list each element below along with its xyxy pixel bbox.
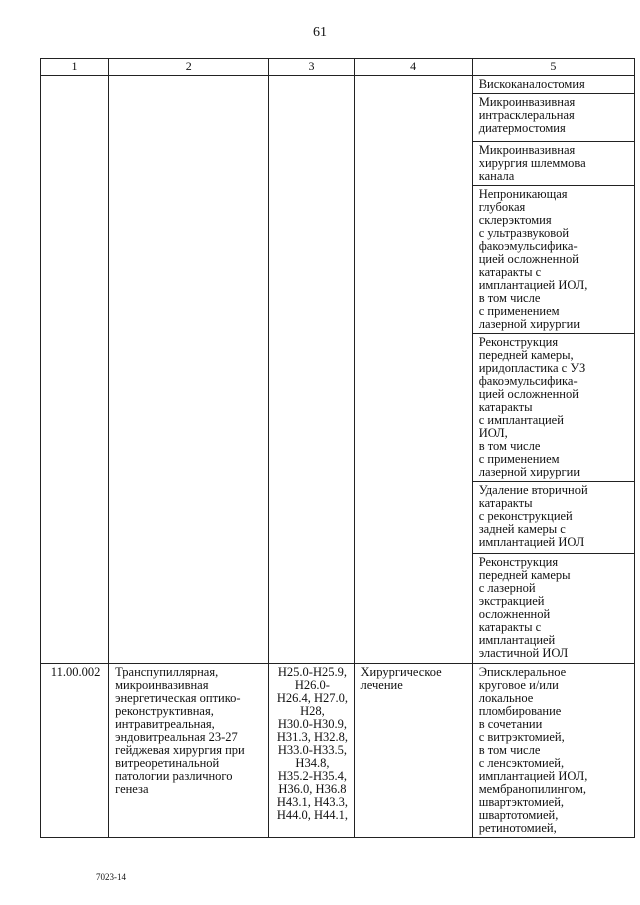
text-line: H36.0, H36.8 [278,782,347,796]
method-cell [472,482,634,554]
method-entry-5 [473,482,634,551]
text-line: эластичной ИОЛ [478,646,569,660]
text-line: ИОЛ, [478,426,508,440]
method-cell [472,186,634,334]
text-line: в том числе [478,439,541,453]
text-line: реконструктивная, [115,704,214,718]
text-line: факоэмульсифика- [478,239,578,253]
text-line: в том числе [478,743,541,757]
treatment-type [355,664,472,694]
text-line: с реконструкцией [478,509,573,523]
text-line: с применением [478,304,560,318]
text-line: осложненной [478,607,551,621]
text-line: гейджевая хирургия при [115,743,245,757]
text-line: Вискоканалостомия [478,77,585,91]
text-line: с лазерной [478,581,536,595]
text-line: H35.2-H35.4, [277,769,347,783]
text-line: Хирургическое [360,665,442,679]
text-line: с имплантацией [478,413,564,427]
service-description-cell [109,664,269,838]
text-line: H44.0, H44.1, [276,808,349,822]
text-line: круговое и/или [478,678,559,692]
text-line: Микроинвазивная [478,143,576,157]
text-line: Транспупиллярная, [115,665,219,679]
treatment-method [473,664,634,837]
treatment-method-cell [472,664,634,838]
header-col-3: 3 [269,59,354,76]
text-line: экстракцией [478,594,545,608]
text-line: хирургия шлеммова [478,156,586,170]
method-entry-6 [473,554,634,662]
text-line: эндовитреальная 23-27 [115,730,238,744]
service-description [109,664,268,798]
text-line: катаракты с [478,620,542,634]
text-line: мембранопилингом, [478,782,587,796]
text-line: передней камеры, [478,348,574,362]
method-cell [472,142,634,186]
text-line: H33.0-H33.5, [277,743,347,757]
document-code: 7023-14 [96,872,126,882]
text-line: генеза [115,782,149,796]
method-entry-1 [473,94,634,137]
header-col-2: 2 [109,59,269,76]
method-entry-4 [473,334,634,481]
text-line: передней камеры [478,568,571,582]
text-line: лазерной хирургии [478,465,581,479]
text-line: в сочетании [478,717,543,731]
text-line: интрасклеральная [478,108,575,122]
text-line: с ленсэктомией, [478,756,565,770]
empty-treatment-cell [354,76,472,664]
text-line: иридопластика с УЗ [478,361,586,375]
text-line: катаракты [478,496,533,510]
text-line: H26.4, H27.0, [276,691,349,705]
method-cell [472,76,634,94]
text-line: H28, [300,704,325,718]
empty-code-cell [41,76,109,664]
text-line: с витрэктомией, [478,730,565,744]
icd-codes [269,664,353,824]
text-line: H34.8, [295,756,330,770]
text-line: глубокая [478,200,526,214]
text-line: Реконструкция [478,555,559,569]
method-entry-2 [473,142,634,185]
text-line: патологии различного [115,769,233,783]
text-line: H43.1, H43.3, [276,795,349,809]
page-number: 61 [313,25,327,40]
text-line: имплантацией [478,633,556,647]
text-line: H25.0-H25.9, [277,665,347,679]
text-line: диатермостомия [478,121,566,135]
text-line: Удаление вторичной [478,483,588,497]
text-line: задней камеры с [478,522,566,536]
header-col-5: 5 [472,59,634,76]
table-row [41,76,635,94]
treatment-table [40,58,635,838]
text-line: лечение [360,678,403,692]
text-line: склерэктомия [478,213,552,227]
text-line: интравитреальная, [115,717,215,731]
text-line: локальное [478,691,534,705]
method-entry-3 [473,186,634,333]
text-line: Эписклеральное [478,665,567,679]
text-line: с применением [478,452,560,466]
text-line: факоэмульсифика- [478,374,578,388]
text-line: с ультразвуковой [478,226,570,240]
text-line: в том числе [478,291,541,305]
text-line: Реконструкция [478,335,559,349]
header-row [41,59,635,76]
text-line: пломбирование [478,704,562,718]
empty-icd-cell [269,76,354,664]
method-entry-0 [473,76,634,93]
text-line: имплантацией ИОЛ, [478,769,588,783]
method-cell [472,334,634,482]
icd-codes-cell [269,664,354,838]
text-line: Непроникающая [478,187,568,201]
service-code: 11.00.002 [50,665,101,679]
text-line: микроинвазивная [115,678,209,692]
text-line: H26.0- [294,678,330,692]
text-line: Микроинвазивная [478,95,576,109]
text-line: витреоретинальной [115,756,220,770]
empty-description-cell [109,76,269,664]
text-line: канала [478,169,515,183]
text-line: швартотомией, [478,808,559,822]
header-col-1: 1 [41,59,109,76]
text-line: ретинотомией, [478,821,557,835]
method-cell [472,94,634,142]
table-row [41,664,635,838]
text-line: имплантацией ИОЛ [478,535,585,549]
text-line: катаракты [478,400,533,414]
text-line: швартэктомией, [478,795,565,809]
text-line: цией осложненной [478,252,579,266]
text-line: имплантацией ИОЛ, [478,278,588,292]
text-line: цией осложненной [478,387,579,401]
treatment-type-cell [354,664,472,838]
text-line: энергетическая оптико- [115,691,241,705]
service-code-cell [41,664,109,838]
text-line: H30.0-H30.9, [277,717,347,731]
text-line: H31.3, H32.8, [276,730,349,744]
text-line: лазерной хирургии [478,317,581,331]
text-line: катаракты с [478,265,542,279]
method-cell [472,554,634,664]
header-col-4: 4 [354,59,472,76]
